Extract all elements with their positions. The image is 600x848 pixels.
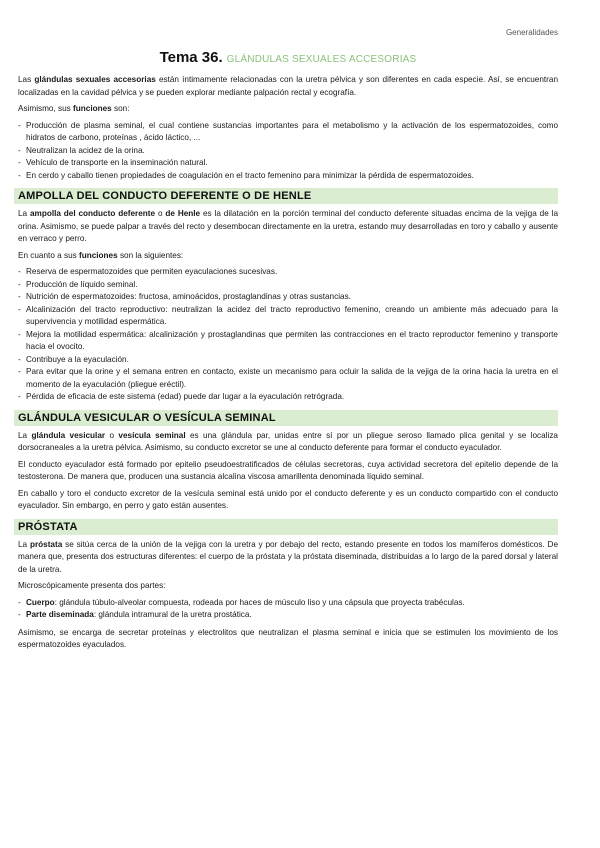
section-heading-ampolla: AMPOLLA DEL CONDUCTO DEFERENTE O DE HENLE <box>14 188 558 204</box>
list-item: - Producción de plasma seminal, el cual contiene sustancias importantes para el metabolismo y la activación de los espermatozoides, como hidratos de carbono, proteínas , ácido láctico, ... <box>18 120 558 142</box>
list-item: - Alcalinización del tracto reproductivo: neutralizan la acidez del tracto reproductivo femenino, creando un ambiente más adecuado para la supervivencia y motilidad espermática. <box>18 304 558 326</box>
vesicular-paragraph-3: En caballo y toro el conducto excretor de la vesícula seminal está unido por el conducto deferente y es un conducto compartido con el conducto eyaculador. Sin embargo, en perro y gato están ausentes. <box>18 488 558 510</box>
section-heading-prostata: PRÓSTATA <box>14 519 558 535</box>
list-item: - Producción de líquido seminal. <box>18 279 138 289</box>
list-item: - Reserva de espermatozoides que permiten eyaculaciones sucesivas. <box>18 267 278 276</box>
list-item: - Pérdida de eficacia de este sistema (edad) puede dar lugar a la eyaculación retrógrada. <box>18 392 345 401</box>
section-heading-vesicular: GLÁNDULA VESICULAR O VESÍCULA SEMINAL <box>14 410 558 426</box>
intro-functions-lead: Asimismo, sus funciones son: <box>18 104 130 113</box>
list-item: - En cerdo y caballo tienen propiedades de coagulación en el tracto femenino para minimizar la pérdida de espermatozoides. <box>18 170 474 180</box>
prostata-parts-list <box>18 597 558 622</box>
ampolla-paragraph: La ampolla del conducto deferente o de Henle es la dilatación en la porción terminal del conducto deferente situadas encima de la vejiga de la orina. Asimismo, se puede palpar a través del recto y desembocan directamente en la uretra, estando muy desarrolladas en toro y caballo y ausente en verraco y perro. <box>18 209 559 243</box>
document-page <box>18 0 558 848</box>
list-item: - Para evitar que la orine y el semana entren en contacto, existe un mecanismo para ocluir la salida de la vejiga de la orina hacia la uretra en el momento de la eyaculación (pliegue eréctil). <box>18 367 558 389</box>
intro-functions-list <box>18 120 558 183</box>
title-number: Tema 36. <box>159 49 223 66</box>
ampolla-functions-list <box>18 266 558 404</box>
list-item: - Cuerpo: glándula túbulo-alveolar compuesta, rodeada por haces de músculo liso y una cápsula que proyecta trabéculas. <box>18 597 465 607</box>
prostata-paragraph-2: Microscópicamente presenta dos partes: <box>18 581 166 590</box>
header-category: Generalidades <box>505 28 558 37</box>
prostata-paragraph-3: Asimismo, se encarga de secretar proteínas y electrolitos que neutralizan el plasma seminal e inicia que se estimulen los movimiento de los espermatozoides eyaculados. <box>18 627 558 649</box>
vesicular-paragraph-2: El conducto eyaculador está formado por epitelio pseudoestratificados de células secretoras, cuya actividad secretora del epitelio depende de la testosterona. De manera que, producen una sustancia alcalina viscosa amarillenta denominada líquido seminal. <box>18 459 558 481</box>
vesicular-paragraph-1: La glándula vesicular o vesícula seminal es una glándula par, unidas entre sí por un pliegue seroso llamado plica genital y se localiza dorsocraneales a la uretra pélvica. Asimismo, su conducto excretor se une al conducto deferente para formar el conducto eyaculador. <box>18 430 558 452</box>
ampolla-functions-lead: En cuanto a sus funciones son la siguientes: <box>18 250 184 260</box>
prostata-paragraph-1: La próstata se sitúa cerca de la unión de la vejiga con la uretra y por debajo del recto, estando presente en todos los mamíferos domésticos. De manera que, presenta dos estructuras diferentes: el cuerpo de la próstata y la próstata diseminada, distribuidas a lo largo de la pared dorsal y lateral de la uretra. <box>18 539 558 574</box>
list-item: - Nutrición de espermatozoides: fructosa, aminoácidos, prostaglandinas y otras sustancias. <box>18 292 351 301</box>
list-item: - Parte diseminada: glándula intramural de la uretra prostática. <box>18 610 252 619</box>
list-item: - Contribuye a la eyaculación. <box>18 354 129 364</box>
list-item: - Mejora la motilidad espermática: alcalinización y prostaglandinas que permiten las contracciones en el tracto reproductor femenino y transporte hacia el ovocito. <box>18 329 558 351</box>
page-title <box>18 50 558 68</box>
list-item: - Neutralizan la acidez de la orina. <box>18 145 145 155</box>
list-item: - Vehículo de transporte en la inseminación natural. <box>18 158 208 167</box>
title-subtitle: GLÁNDULAS SEXUALES ACCESORIAS <box>226 54 417 65</box>
intro-paragraph: Las glándulas sexuales accesorias están íntimamente relacionadas con la uretra pélvica y son diferentes en cada especie. Así, se encuentran localizadas en la cavidad pélvica y se pueden explorar mediante palpación rectal y ecografía. <box>18 75 558 97</box>
